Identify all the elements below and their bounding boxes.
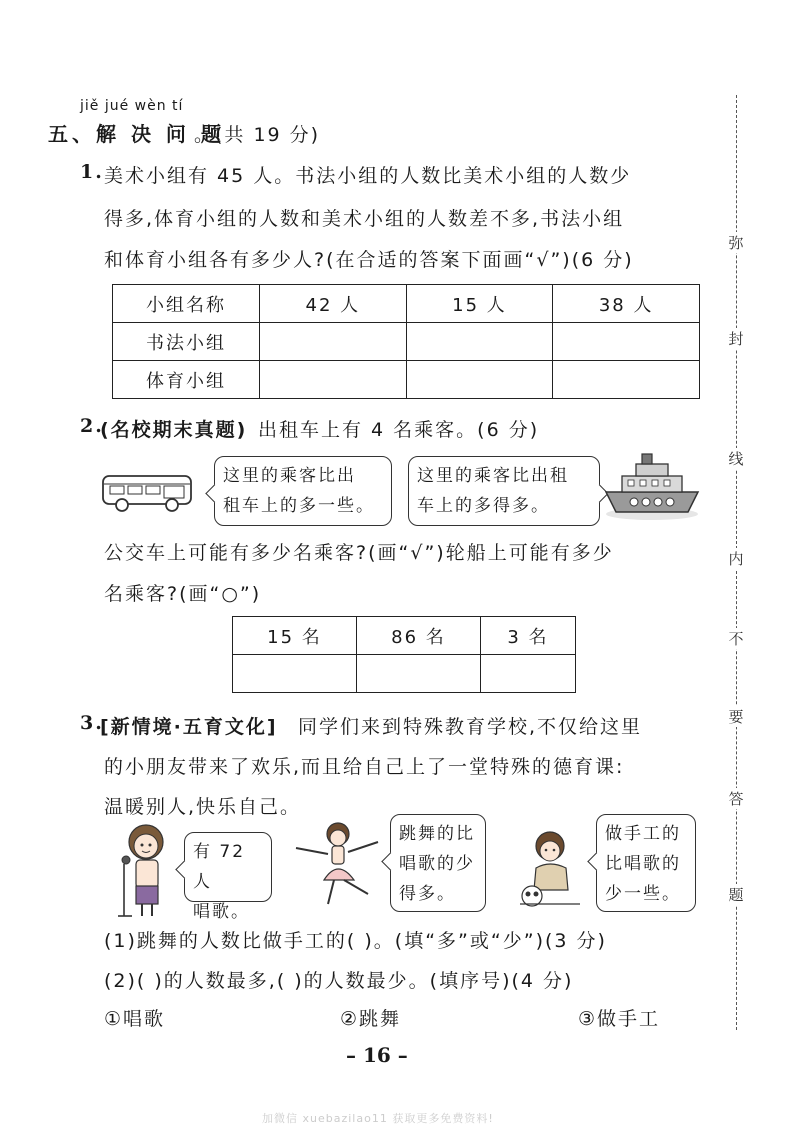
dancing-child-illustration bbox=[292, 818, 384, 910]
binding-char: 内 bbox=[724, 548, 748, 569]
q1-answer-cell[interactable] bbox=[553, 323, 700, 361]
q2-header-cell: 15 名 bbox=[233, 617, 357, 655]
q1-row-label: 书法小组 bbox=[113, 323, 260, 361]
q1-answer-cell[interactable] bbox=[406, 361, 553, 399]
q3-number: 3. bbox=[80, 712, 104, 734]
q2-question-line1: 公交车上可能有多少名乘客?(画“√”)轮船上可能有多少 bbox=[104, 542, 614, 564]
section-pinyin: jiě jué wèn tí bbox=[80, 98, 184, 114]
q1-line1: 美术小组有 45 人。书法小组的人数比美术小组的人数少 bbox=[104, 165, 632, 187]
binding-char: 要 bbox=[724, 706, 748, 727]
q2-answer-cell[interactable] bbox=[356, 655, 480, 693]
q1-header-cell: 38 人 bbox=[553, 285, 700, 323]
q1-answer-cell[interactable] bbox=[553, 361, 700, 399]
page-number: – 16 – bbox=[346, 1043, 408, 1067]
binding-char: 弥 bbox=[724, 232, 748, 253]
q3-sub2: (2)( )的人数最多,( )的人数最少。(填序号)(4 分) bbox=[104, 970, 574, 992]
q2-answer-cell[interactable] bbox=[480, 655, 575, 693]
bubble-line: 唱歌的少 bbox=[399, 854, 475, 874]
q3-option-sing: ①唱歌 bbox=[104, 1008, 166, 1030]
section-points: 。(共 19 分) bbox=[194, 124, 321, 146]
q1-number: 1. bbox=[80, 161, 104, 183]
q1-header-cell: 小组名称 bbox=[113, 285, 260, 323]
bus-illustration bbox=[100, 470, 196, 514]
bubble-line: 少一些。 bbox=[605, 884, 681, 904]
q1-answer-cell[interactable] bbox=[260, 361, 407, 399]
q1-table bbox=[112, 284, 700, 399]
bubble-line: 有 72 人 bbox=[193, 842, 246, 892]
bubble-line: 做手工的 bbox=[605, 824, 681, 844]
q1-answer-cell[interactable] bbox=[406, 323, 553, 361]
q2-table bbox=[232, 616, 576, 693]
q1-line3: 和体育小组各有多少人?(在合适的答案下面画“√”)(6 分) bbox=[104, 249, 634, 271]
q2-text: 出租车上有 4 名乘客。(6 分) bbox=[258, 419, 540, 441]
bubble-line: 唱歌。 bbox=[193, 902, 250, 922]
ship-speech-bubble bbox=[408, 456, 600, 526]
watermark: 加微信 xuebazilao11 获取更多免费资料! bbox=[262, 1112, 494, 1125]
q3-sub1: (1)跳舞的人数比做手工的( )。(填“多”或“少”)(3 分) bbox=[104, 930, 607, 952]
crafting-child-illustration bbox=[510, 824, 592, 910]
singing-child-illustration bbox=[112, 820, 178, 920]
dancing-speech-bubble bbox=[390, 814, 486, 912]
q2-tag: (名校期末真题) bbox=[100, 419, 248, 441]
q3-option-dance: ②跳舞 bbox=[340, 1008, 402, 1030]
q3-option-craft: ③做手工 bbox=[578, 1008, 661, 1030]
q1-answer-cell[interactable] bbox=[260, 323, 407, 361]
q2-answer-cell[interactable] bbox=[233, 655, 357, 693]
bubble-line: 租车上的多一些。 bbox=[223, 496, 375, 516]
q1-row-label: 体育小组 bbox=[113, 361, 260, 399]
q2-question-line2: 名乘客?(画“○”) bbox=[104, 583, 262, 605]
binding-char: 线 bbox=[724, 448, 748, 469]
q2-header-cell: 86 名 bbox=[356, 617, 480, 655]
ship-illustration bbox=[602, 452, 702, 522]
q2-header-cell: 3 名 bbox=[480, 617, 575, 655]
binding-char: 不 bbox=[724, 628, 748, 649]
q3-tag: [新情境·五育文化] bbox=[100, 716, 278, 738]
q3-line1: 同学们来到特殊教育学校,不仅给这里 bbox=[298, 716, 643, 738]
bus-speech-bubble bbox=[214, 456, 392, 526]
bubble-line: 车上的多得多。 bbox=[417, 496, 550, 516]
bubble-line: 这里的乘客比出 bbox=[223, 466, 356, 486]
q3-line2: 的小朋友带来了欢乐,而且给自己上了一堂特殊的德育课: bbox=[104, 756, 625, 778]
section-title: 五、解 决 问 题 bbox=[48, 122, 225, 146]
crafting-speech-bubble bbox=[596, 814, 696, 912]
binding-char: 答 bbox=[724, 788, 748, 809]
bubble-line: 比唱歌的 bbox=[605, 854, 681, 874]
q1-header-cell: 42 人 bbox=[260, 285, 407, 323]
bubble-line: 得多。 bbox=[399, 884, 456, 904]
q1-line2: 得多,体育小组的人数和美术小组的人数差不多,书法小组 bbox=[104, 208, 625, 230]
q3-line3: 温暖别人,快乐自己。 bbox=[104, 796, 302, 818]
bubble-line: 这里的乘客比出租 bbox=[417, 466, 569, 486]
singing-speech-bubble bbox=[184, 832, 272, 922]
bubble-line: 跳舞的比 bbox=[399, 824, 475, 844]
binding-char: 题 bbox=[724, 884, 748, 905]
binding-char: 封 bbox=[724, 328, 748, 349]
q2-number: 2. bbox=[80, 415, 104, 437]
q1-header-cell: 15 人 bbox=[406, 285, 553, 323]
